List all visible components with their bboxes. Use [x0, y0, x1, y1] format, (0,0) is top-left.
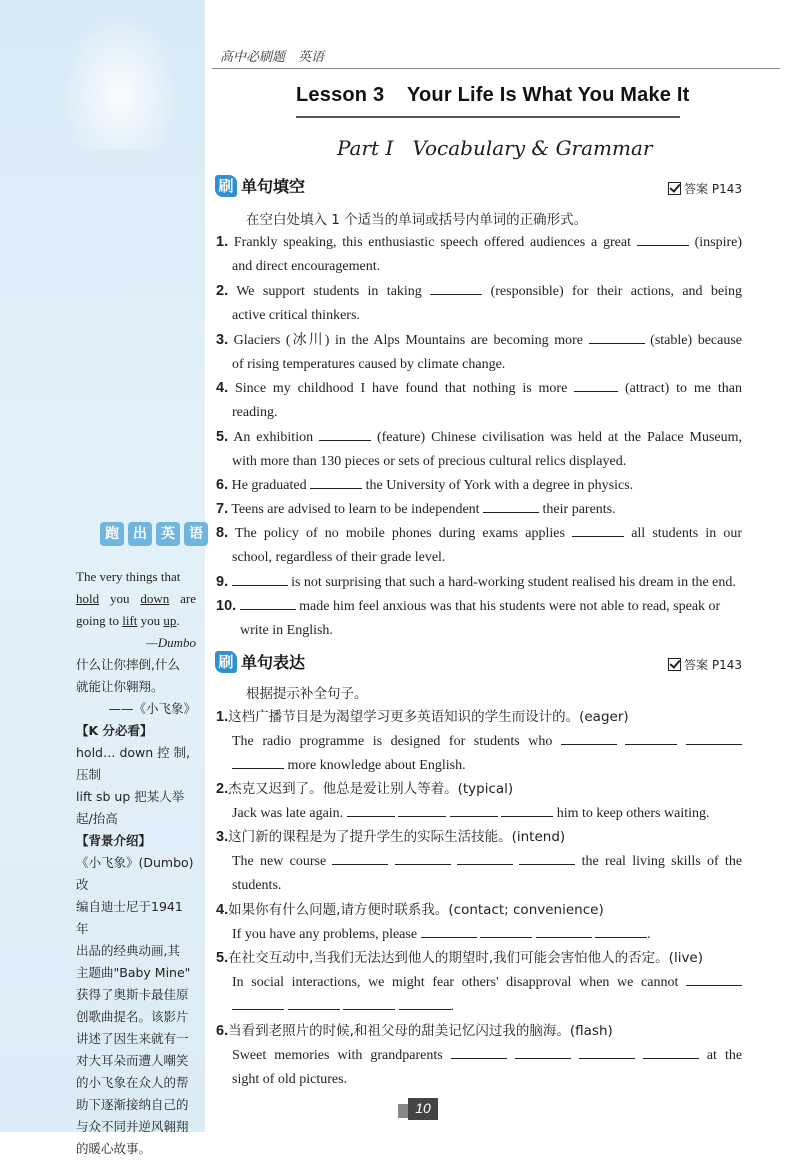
question-text: with more than 130 pieces or sets of precious cultural relics displayed. [232, 454, 627, 469]
question-number: 6. [216, 477, 229, 493]
brush-icon: 刷 [215, 651, 237, 673]
quote-word: going to [76, 613, 119, 628]
badge-char: 英 [156, 522, 180, 546]
section-title: 单句表达 [241, 653, 306, 672]
sidebar-tips [76, 720, 196, 830]
question-number: 6. [216, 1023, 229, 1039]
answer-blank[interactable] [515, 1044, 571, 1059]
question-text: . [450, 999, 454, 1014]
question [216, 777, 742, 826]
part-title: Part I Vocabulary & Grammar [337, 136, 653, 160]
question-prompt: 如果你有什么问题,请方便时联系我。(contact; convenience) [228, 902, 604, 918]
quote-line: going to lift you up. [76, 613, 180, 628]
tips-line: lift sb up 把某人举 [76, 789, 185, 804]
question-number: 8. [216, 525, 229, 541]
tips-heading: 【K 分必看】 [76, 723, 153, 738]
question [216, 705, 742, 778]
answer-ref [668, 656, 742, 673]
badge-char: 语 [184, 522, 208, 546]
checkbox-icon [668, 182, 681, 195]
section-instruction: 根据提示补全句子。 [246, 686, 368, 702]
question-number: 1. [216, 234, 229, 250]
question-hint: (attract) to me than [625, 381, 742, 396]
question-text: their parents. [542, 502, 616, 517]
question-text: An exhibition [233, 430, 314, 445]
answer-ref-text: 答案 P143 [684, 658, 742, 672]
question-text: Frankly speaking, this enthusiastic speech offered audiences a great [233, 235, 631, 250]
question [216, 376, 742, 425]
quote-word: are [180, 591, 196, 606]
question-hint: (stable) because [650, 333, 743, 348]
answer-blank[interactable] [421, 923, 477, 938]
question-text: reading. [232, 405, 278, 420]
question [216, 425, 742, 474]
answer-blank[interactable] [310, 474, 362, 489]
question [216, 328, 742, 377]
question-number: 4. [216, 380, 229, 396]
question-prompt: 这档广播节目是为渴望学习更多英语知识的学生而设计的。(eager) [228, 709, 629, 725]
tips-line: 起/抬高 [76, 811, 118, 826]
question-number: 4. [216, 902, 229, 918]
badge-char: 跑 [100, 522, 124, 546]
question-text: the University of York with a degree in physics. [365, 478, 634, 493]
question-text: school, regardless of their grade level. [232, 550, 446, 565]
background-line: 《小飞象》(Dumbo)改 [76, 855, 194, 892]
question [216, 497, 742, 522]
tips-line: hold… down 控 制, [76, 745, 191, 760]
question-number: 2. [216, 781, 229, 797]
quote-line: The very things that [76, 569, 181, 584]
lesson-title: Lesson 3 Your Life Is What You Make It [296, 84, 690, 106]
question-text: The new course [232, 854, 327, 869]
question-text: students. [232, 878, 282, 893]
question [216, 521, 742, 570]
question-prompt: 这门新的课程是为了提升学生的实际生活技能。(intend) [228, 829, 566, 845]
question-text: write in English. [240, 623, 333, 638]
question-number: 9. [216, 574, 229, 590]
section-title: 单句填空 [241, 177, 306, 196]
question [216, 898, 742, 947]
answer-blank[interactable] [574, 377, 618, 392]
background-line: 的小飞象在众人的帮 [76, 1075, 189, 1090]
answer-blank[interactable] [288, 995, 340, 1010]
background-line: 的暖心故事。 [76, 1141, 152, 1156]
answer-blank[interactable] [643, 1044, 699, 1059]
quote-word: you [109, 591, 130, 606]
question-text: at the [706, 1048, 743, 1063]
quote-translation: 就能让你翱翔。 [76, 679, 164, 694]
answer-blank[interactable] [519, 850, 575, 865]
checkbox-icon [668, 658, 681, 671]
question-text: is not surprising that such a hard-working student realised his dream in the end. [291, 575, 736, 590]
question [216, 946, 742, 1019]
answer-blank[interactable] [561, 730, 617, 745]
answer-blank[interactable] [430, 280, 482, 295]
answer-blank[interactable] [399, 995, 451, 1010]
answer-ref [668, 180, 742, 197]
answer-blank[interactable] [398, 802, 446, 817]
question-prompt: 在社交互动中,当我们无法达到他人的期望时,我们可能会害怕他人的否定。(live) [228, 950, 704, 966]
background-line: 与众不同并逆风翱翔 [76, 1119, 189, 1134]
answer-blank[interactable] [572, 522, 624, 537]
question-text: and direct encouragement. [232, 259, 381, 274]
answer-blank[interactable] [457, 850, 513, 865]
answer-blank[interactable] [501, 802, 553, 817]
background-line: 出品的经典动画,其 [76, 943, 180, 958]
answer-ref-text: 答案 P143 [684, 182, 742, 196]
badge-char: 出 [128, 522, 152, 546]
background-line: 获得了奥斯卡最佳原 [76, 987, 189, 1002]
question-text: The policy of no mobile phones during exams applies [234, 526, 565, 541]
question-number: 5. [216, 950, 229, 966]
sidebar-badge [100, 522, 208, 546]
question-text: Sweet memories with grandparents [232, 1048, 443, 1063]
brush-icon: 刷 [215, 175, 237, 197]
question [216, 825, 742, 898]
tips-line: 压制 [76, 767, 102, 782]
question-text: We support students in taking [236, 284, 422, 299]
background-line: 创歌曲提名。该影片 [76, 1009, 189, 1024]
question-text: made him feel anxious was that his students were not able to read, speak or [299, 599, 721, 614]
answer-blank[interactable] [451, 1044, 507, 1059]
quote-source: —Dumbo [146, 635, 196, 650]
answer-blank[interactable] [332, 850, 388, 865]
answer-blank[interactable] [343, 995, 395, 1010]
quote-translation: 什么让你摔倒,什么 [76, 657, 180, 672]
question-number: 3. [216, 829, 229, 845]
question-text: The radio programme is designed for students who [232, 734, 553, 749]
question-text: him to keep others waiting. [556, 806, 710, 821]
answer-blank[interactable] [232, 754, 284, 769]
question [216, 594, 742, 643]
answer-blank[interactable] [579, 1044, 635, 1059]
background-line: 编自迪士尼于1941 年 [76, 899, 183, 936]
section-header [215, 174, 305, 197]
question-text: If you have any problems, please [232, 927, 418, 942]
book-label: 高中必刷题 英语 [220, 50, 325, 65]
question-text: the real living skills of the [581, 854, 743, 869]
quote-word: lift [122, 613, 138, 628]
header-divider [212, 68, 780, 69]
background-line: 对大耳朵而遭人嘲笑 [76, 1053, 189, 1068]
background-line: 助下逐渐接纳自己的 [76, 1097, 189, 1112]
answer-blank[interactable] [480, 923, 532, 938]
question-text: (feature) Chinese civilisation was held at the Palace Museum, [376, 430, 743, 445]
answer-blank[interactable] [686, 971, 742, 986]
question-number: 7. [216, 501, 229, 517]
quote-word: down [140, 591, 170, 606]
answer-blank[interactable] [536, 923, 592, 938]
background-line: 讲述了因生来就有一 [76, 1031, 189, 1046]
background-line: 主题曲"Baby Mine" [76, 965, 191, 980]
question-text: active critical thinkers. [232, 308, 360, 323]
question [216, 570, 742, 595]
question-text: Since my childhood I have found that nothing is more [234, 381, 568, 396]
title-divider [296, 116, 680, 118]
question-text: In social interactions, we might fear others' disapproval when we cannot [232, 975, 679, 990]
question-number: 5. [216, 429, 229, 445]
answer-blank[interactable] [625, 730, 677, 745]
quote-word: you [140, 613, 161, 628]
section-header [215, 650, 305, 673]
question-text: . [647, 927, 651, 942]
sidebar-illustration [60, 10, 180, 150]
page-number: 10 [415, 1100, 431, 1116]
answer-blank[interactable] [589, 329, 645, 344]
answer-blank[interactable] [240, 595, 296, 610]
question-text: more knowledge about English. [287, 758, 466, 773]
question [216, 473, 742, 498]
answer-blank[interactable] [686, 730, 742, 745]
question [216, 230, 742, 279]
quote-word: hold [76, 591, 100, 606]
question [216, 279, 742, 328]
question-text: He graduated [231, 478, 307, 493]
question-text: Teens are advised to learn to be independent [231, 502, 480, 517]
question-number: 1. [216, 709, 229, 725]
answer-blank[interactable] [232, 571, 288, 586]
background-heading: 【背景介绍】 [76, 833, 152, 848]
question-text: Glaciers (冰川) in the Alps Mountains are becoming more [233, 333, 584, 348]
question [216, 1019, 742, 1092]
answer-blank[interactable] [595, 923, 647, 938]
question-prompt: 当看到老照片的时候,和祖父母的甜美记忆闪过我的脑海。(flash) [228, 1023, 613, 1039]
answer-blank[interactable] [450, 802, 498, 817]
quote-line [76, 588, 196, 610]
question-hint: (inspire) [694, 235, 743, 250]
sidebar-quote [76, 566, 196, 720]
question-number: 3. [216, 332, 229, 348]
question-number: 10. [216, 598, 237, 614]
quote-word: up [163, 613, 177, 628]
section-instruction: 在空白处填入 1 个适当的单词或括号内单词的正确形式。 [246, 212, 588, 228]
question-number: 2. [216, 283, 229, 299]
answer-blank[interactable] [232, 995, 284, 1010]
answer-blank[interactable] [347, 802, 395, 817]
question-text: all students in our [631, 526, 743, 541]
answer-blank[interactable] [319, 426, 371, 441]
answer-blank[interactable] [637, 231, 689, 246]
question-text: Jack was late again. [232, 806, 344, 821]
question-text: of rising temperatures caused by climate change. [232, 357, 506, 372]
question-prompt: 杰克又迟到了。他总是爱让别人等着。(typical) [228, 781, 514, 797]
answer-blank[interactable] [483, 498, 539, 513]
sidebar-background [76, 830, 196, 1160]
question-text: (responsible) for their actions, and being [490, 284, 743, 299]
question-text: sight of old pictures. [232, 1072, 348, 1087]
quote-translation-source: ——《小飞象》 [108, 701, 196, 716]
answer-blank[interactable] [395, 850, 451, 865]
